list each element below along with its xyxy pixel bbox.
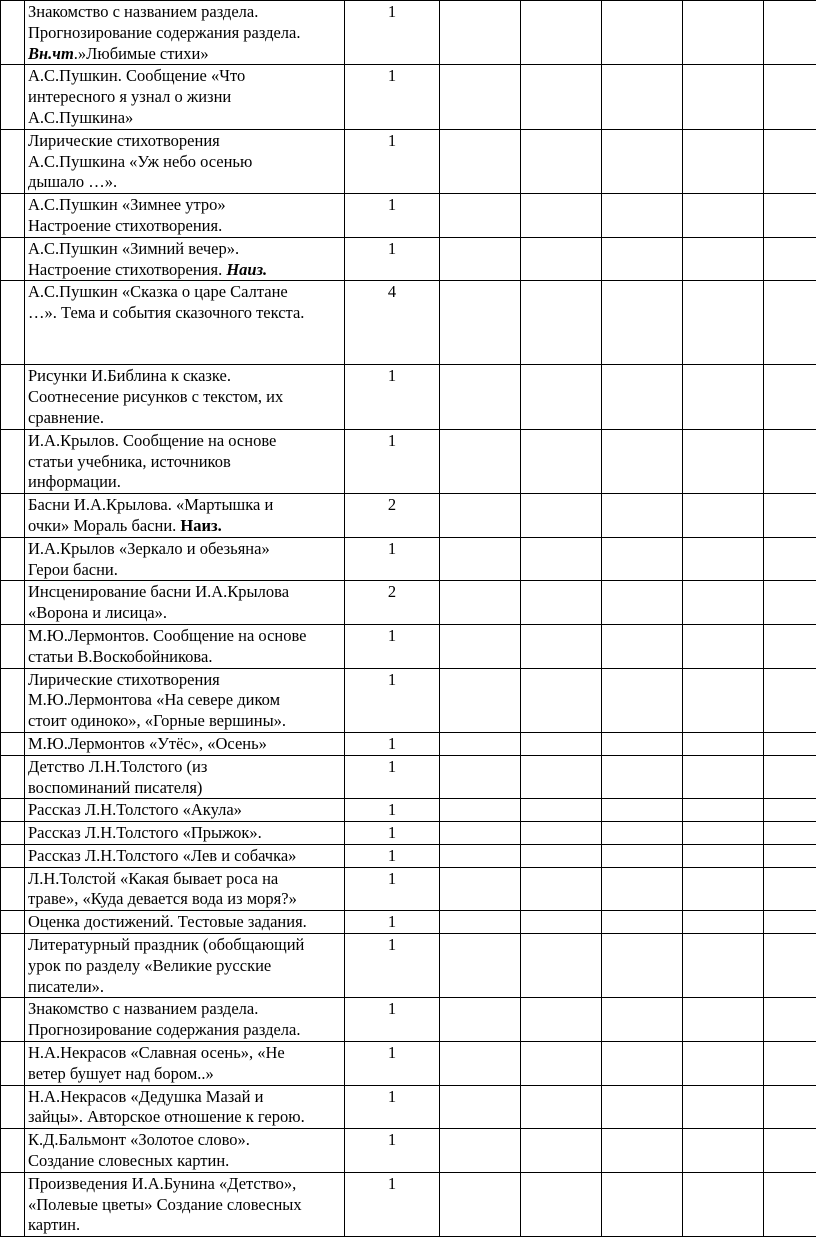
- hours-cell: 2: [345, 494, 440, 538]
- empty-cell: [602, 1129, 683, 1173]
- table-row: [1, 129, 816, 193]
- row-number-cell: [1, 537, 25, 581]
- empty-cell: [602, 129, 683, 193]
- table-row: [1, 1129, 816, 1173]
- empty-cell: [764, 365, 816, 429]
- empty-cell: [683, 822, 764, 845]
- empty-cell: [764, 844, 816, 867]
- table-row: [1, 429, 816, 493]
- lesson-topic-cell: [25, 429, 345, 493]
- table-row: [1, 844, 816, 867]
- row-number-cell: [1, 1129, 25, 1173]
- empty-cell: [602, 668, 683, 732]
- empty-cell: [602, 494, 683, 538]
- lesson-topic-cell: [25, 537, 345, 581]
- hours-cell: 1: [345, 537, 440, 581]
- empty-cell: [602, 934, 683, 998]
- empty-cell: [440, 537, 521, 581]
- empty-cell: [602, 1172, 683, 1236]
- empty-cell: [683, 732, 764, 755]
- lesson-topic-text: Н.А.Некрасов «Дедушка Мазай и зайцы». Авторское отношение к герою.: [28, 1087, 305, 1127]
- empty-cell: [521, 1085, 602, 1129]
- empty-cell: [683, 998, 764, 1042]
- lesson-topic-cell: [25, 867, 345, 911]
- lesson-topic-cell: [25, 129, 345, 193]
- lesson-topic-text: А.С.Пушкин «Сказка о царе Салтане …». Тема и события сказочного текста.: [28, 282, 304, 322]
- empty-cell: [764, 668, 816, 732]
- lesson-topic-cell: [25, 822, 345, 845]
- empty-cell: [764, 281, 816, 365]
- empty-cell: [764, 1172, 816, 1236]
- table-row: [1, 1042, 816, 1086]
- empty-cell: [440, 494, 521, 538]
- lesson-topic-cell: [25, 581, 345, 625]
- lesson-topic-cell: [25, 1042, 345, 1086]
- lesson-topic-emphasis: Наиз.: [226, 260, 267, 279]
- empty-cell: [602, 537, 683, 581]
- row-number-cell: [1, 194, 25, 238]
- row-number-cell: [1, 1085, 25, 1129]
- empty-cell: [440, 668, 521, 732]
- empty-cell: [521, 537, 602, 581]
- lesson-topic-cell: [25, 281, 345, 365]
- empty-cell: [440, 732, 521, 755]
- empty-cell: [764, 194, 816, 238]
- empty-cell: [521, 624, 602, 668]
- lesson-topic-text: Басни И.А.Крылова. «Мартышка и очки» Мораль басни.: [28, 495, 273, 535]
- empty-cell: [683, 668, 764, 732]
- row-number-cell: [1, 1, 25, 65]
- lesson-topic-cell: [25, 668, 345, 732]
- table-row: [1, 867, 816, 911]
- lesson-topic-text: И.А.Крылов «Зеркало и обезьяна» Герои басни.: [28, 539, 270, 579]
- empty-cell: [521, 755, 602, 799]
- lesson-topic-text: Детство Л.Н.Толстого (из воспоминаний писателя): [28, 757, 207, 797]
- hours-cell: 1: [345, 755, 440, 799]
- empty-cell: [521, 934, 602, 998]
- empty-cell: [440, 365, 521, 429]
- table-row: [1, 194, 816, 238]
- table-row: [1, 911, 816, 934]
- row-number-cell: [1, 1172, 25, 1236]
- lesson-topic-cell: [25, 934, 345, 998]
- empty-cell: [602, 822, 683, 845]
- empty-cell: [683, 844, 764, 867]
- table-row: [1, 755, 816, 799]
- empty-cell: [683, 1129, 764, 1173]
- hours-cell: 2: [345, 581, 440, 625]
- empty-cell: [440, 799, 521, 822]
- empty-cell: [764, 998, 816, 1042]
- hours-cell: 1: [345, 998, 440, 1042]
- lesson-topic-suffix: .»Любимые стихи»: [74, 44, 209, 63]
- lesson-topic-text: А.С.Пушкин «Зимний вечер». Настроение стихотворения.: [28, 239, 239, 279]
- empty-cell: [521, 911, 602, 934]
- empty-cell: [440, 624, 521, 668]
- empty-cell: [440, 429, 521, 493]
- hours-cell: 1: [345, 1, 440, 65]
- empty-cell: [602, 365, 683, 429]
- empty-cell: [764, 1129, 816, 1173]
- empty-cell: [683, 755, 764, 799]
- empty-cell: [440, 194, 521, 238]
- row-number-cell: [1, 624, 25, 668]
- empty-cell: [764, 867, 816, 911]
- lesson-topic-text: И.А.Крылов. Сообщение на основе статьи учебника, источников информации.: [28, 431, 276, 492]
- empty-cell: [764, 624, 816, 668]
- lesson-topic-text: Рассказ Л.Н.Толстого «Прыжок».: [28, 823, 262, 842]
- empty-cell: [440, 129, 521, 193]
- empty-cell: [683, 429, 764, 493]
- empty-cell: [602, 1, 683, 65]
- empty-cell: [683, 624, 764, 668]
- lesson-topic-cell: [25, 844, 345, 867]
- lesson-topic-cell: [25, 1172, 345, 1236]
- row-number-cell: [1, 911, 25, 934]
- hours-cell: 1: [345, 911, 440, 934]
- empty-cell: [602, 581, 683, 625]
- empty-cell: [440, 65, 521, 129]
- empty-cell: [440, 281, 521, 365]
- table-row: [1, 799, 816, 822]
- empty-cell: [764, 1042, 816, 1086]
- empty-cell: [764, 911, 816, 934]
- row-number-cell: [1, 429, 25, 493]
- empty-cell: [440, 934, 521, 998]
- table-row: [1, 494, 816, 538]
- empty-cell: [683, 281, 764, 365]
- empty-cell: [521, 365, 602, 429]
- empty-cell: [683, 1042, 764, 1086]
- empty-cell: [602, 1042, 683, 1086]
- empty-cell: [602, 867, 683, 911]
- lesson-topic-text: М.Ю.Лермонтов. Сообщение на основе статьи В.Воскобойникова.: [28, 626, 307, 666]
- hours-cell: 1: [345, 668, 440, 732]
- table-row: [1, 1085, 816, 1129]
- row-number-cell: [1, 998, 25, 1042]
- empty-cell: [521, 822, 602, 845]
- empty-cell: [440, 1042, 521, 1086]
- empty-cell: [683, 1172, 764, 1236]
- empty-cell: [440, 911, 521, 934]
- empty-cell: [683, 194, 764, 238]
- row-number-cell: [1, 281, 25, 365]
- empty-cell: [521, 1, 602, 65]
- empty-cell: [521, 998, 602, 1042]
- empty-cell: [683, 1085, 764, 1129]
- empty-cell: [683, 799, 764, 822]
- row-number-cell: [1, 934, 25, 998]
- empty-cell: [602, 844, 683, 867]
- hours-cell: 1: [345, 1172, 440, 1236]
- empty-cell: [602, 194, 683, 238]
- hours-cell: 1: [345, 1129, 440, 1173]
- table-row: [1, 822, 816, 845]
- lesson-topic-emphasis: Вн.чт: [28, 44, 74, 63]
- lesson-topic-cell: [25, 1085, 345, 1129]
- empty-cell: [764, 237, 816, 281]
- empty-cell: [764, 494, 816, 538]
- empty-cell: [764, 799, 816, 822]
- row-number-cell: [1, 867, 25, 911]
- hours-cell: 1: [345, 65, 440, 129]
- empty-cell: [521, 1042, 602, 1086]
- empty-cell: [602, 237, 683, 281]
- empty-cell: [602, 65, 683, 129]
- empty-cell: [440, 998, 521, 1042]
- empty-cell: [764, 822, 816, 845]
- empty-cell: [521, 237, 602, 281]
- empty-cell: [683, 365, 764, 429]
- empty-cell: [521, 429, 602, 493]
- row-number-cell: [1, 237, 25, 281]
- empty-cell: [440, 237, 521, 281]
- empty-cell: [764, 129, 816, 193]
- table-row: [1, 281, 816, 365]
- empty-cell: [683, 237, 764, 281]
- empty-cell: [602, 911, 683, 934]
- row-number-cell: [1, 65, 25, 129]
- empty-cell: [683, 129, 764, 193]
- empty-cell: [521, 732, 602, 755]
- row-number-cell: [1, 732, 25, 755]
- lesson-topic-text: Оценка достижений. Тестовые задания.: [28, 912, 307, 931]
- row-number-cell: [1, 755, 25, 799]
- table-row: [1, 365, 816, 429]
- table-row: [1, 581, 816, 625]
- empty-cell: [521, 799, 602, 822]
- hours-cell: 1: [345, 732, 440, 755]
- hours-cell: 1: [345, 429, 440, 493]
- table-row: [1, 1172, 816, 1236]
- lesson-topic-cell: [25, 755, 345, 799]
- empty-cell: [602, 281, 683, 365]
- lesson-topic-emphasis: Наиз.: [180, 516, 221, 535]
- empty-cell: [440, 581, 521, 625]
- lesson-topic-text: Л.Н.Толстой «Какая бывает роса на траве», «Куда девается вода из моря?»: [28, 869, 297, 909]
- empty-cell: [764, 1085, 816, 1129]
- lesson-topic-cell: [25, 732, 345, 755]
- lesson-topic-cell: [25, 1129, 345, 1173]
- empty-cell: [764, 537, 816, 581]
- lesson-topic-cell: [25, 237, 345, 281]
- hours-cell: 4: [345, 281, 440, 365]
- table-row: [1, 624, 816, 668]
- empty-cell: [602, 429, 683, 493]
- empty-cell: [521, 1129, 602, 1173]
- hours-cell: 1: [345, 822, 440, 845]
- hours-cell: 1: [345, 129, 440, 193]
- empty-cell: [602, 755, 683, 799]
- empty-cell: [440, 844, 521, 867]
- empty-cell: [602, 732, 683, 755]
- lesson-topic-text: Рассказ Л.Н.Толстого «Лев и собачка»: [28, 846, 296, 865]
- lesson-topic-text: Знакомство с названием раздела. Прогнозирование содержания раздела.: [28, 999, 300, 1039]
- lesson-topic-text: М.Ю.Лермонтов «Утёс», «Осень»: [28, 734, 267, 753]
- lesson-topic-cell: [25, 1, 345, 65]
- empty-cell: [764, 1, 816, 65]
- row-number-cell: [1, 844, 25, 867]
- empty-cell: [440, 1085, 521, 1129]
- empty-cell: [440, 1, 521, 65]
- row-number-cell: [1, 668, 25, 732]
- empty-cell: [764, 429, 816, 493]
- table-row: [1, 65, 816, 129]
- hours-cell: 1: [345, 867, 440, 911]
- empty-cell: [683, 911, 764, 934]
- table-row: [1, 732, 816, 755]
- row-number-cell: [1, 1042, 25, 1086]
- lesson-topic-cell: [25, 494, 345, 538]
- lesson-topic-text: Лирические стихотворения А.С.Пушкина «Уж небо осенью дышало …».: [28, 131, 252, 192]
- lesson-topic-text: Рисунки И.Библина к сказке. Соотнесение рисунков с текстом, их сравнение.: [28, 366, 283, 427]
- lesson-topic-cell: [25, 194, 345, 238]
- empty-cell: [440, 1129, 521, 1173]
- empty-cell: [683, 867, 764, 911]
- hours-cell: 1: [345, 365, 440, 429]
- empty-cell: [683, 581, 764, 625]
- empty-cell: [440, 822, 521, 845]
- lesson-topic-text: Произведения И.А.Бунина «Детство», «Полевые цветы» Создание словесных картин.: [28, 1174, 302, 1235]
- lesson-topic-text: Лирические стихотворения М.Ю.Лермонтова «На севере диком стоит одиноко», «Горные вершины».: [28, 670, 286, 731]
- lesson-topic-cell: [25, 998, 345, 1042]
- lesson-topic-text: Рассказ Л.Н.Толстого «Акула»: [28, 800, 242, 819]
- empty-cell: [602, 998, 683, 1042]
- empty-cell: [521, 867, 602, 911]
- table-row: [1, 934, 816, 998]
- lesson-topic-text: Знакомство с названием раздела. Прогнозирование содержания раздела.: [28, 2, 300, 42]
- lesson-topic-cell: [25, 624, 345, 668]
- empty-cell: [683, 494, 764, 538]
- empty-cell: [440, 1172, 521, 1236]
- lesson-topic-text: А.С.Пушкин. Сообщение «Что интересного я узнал о жизни А.С.Пушкина»: [28, 66, 245, 127]
- empty-cell: [521, 129, 602, 193]
- row-number-cell: [1, 822, 25, 845]
- empty-cell: [764, 581, 816, 625]
- empty-cell: [521, 494, 602, 538]
- empty-cell: [602, 799, 683, 822]
- empty-cell: [683, 65, 764, 129]
- lesson-topic-cell: [25, 365, 345, 429]
- empty-cell: [521, 281, 602, 365]
- empty-cell: [764, 934, 816, 998]
- empty-cell: [764, 65, 816, 129]
- lesson-topic-text: К.Д.Бальмонт «Золотое слово». Создание словесных картин.: [28, 1130, 250, 1170]
- empty-cell: [683, 537, 764, 581]
- lesson-topic-cell: [25, 65, 345, 129]
- empty-cell: [440, 755, 521, 799]
- hours-cell: 1: [345, 237, 440, 281]
- lesson-topic-cell: [25, 799, 345, 822]
- empty-cell: [521, 581, 602, 625]
- table-row: [1, 668, 816, 732]
- table-row: [1, 998, 816, 1042]
- hours-cell: 1: [345, 194, 440, 238]
- empty-cell: [683, 934, 764, 998]
- hours-cell: 1: [345, 1042, 440, 1086]
- empty-cell: [764, 755, 816, 799]
- row-number-cell: [1, 494, 25, 538]
- row-number-cell: [1, 365, 25, 429]
- empty-cell: [521, 194, 602, 238]
- hours-cell: 1: [345, 934, 440, 998]
- lesson-topic-cell: [25, 911, 345, 934]
- row-number-cell: [1, 581, 25, 625]
- empty-cell: [683, 1, 764, 65]
- hours-cell: 1: [345, 799, 440, 822]
- empty-cell: [602, 624, 683, 668]
- lesson-topic-text: Инсценирование басни И.А.Крылова «Ворона и лисица».: [28, 582, 289, 622]
- empty-cell: [764, 732, 816, 755]
- row-number-cell: [1, 799, 25, 822]
- empty-cell: [521, 844, 602, 867]
- hours-cell: 1: [345, 844, 440, 867]
- lesson-topic-text: А.С.Пушкин «Зимнее утро» Настроение стихотворения.: [28, 195, 226, 235]
- empty-cell: [602, 1085, 683, 1129]
- table-row: [1, 537, 816, 581]
- empty-cell: [521, 65, 602, 129]
- lesson-topic-text: Н.А.Некрасов «Славная осень», «Не ветер бушует над бором..»: [28, 1043, 285, 1083]
- table-row: [1, 237, 816, 281]
- hours-cell: 1: [345, 624, 440, 668]
- empty-cell: [521, 1172, 602, 1236]
- row-number-cell: [1, 129, 25, 193]
- lesson-topic-text: Литературный праздник (обобщающий урок по разделу «Великие русские писатели».: [28, 935, 304, 996]
- empty-cell: [521, 668, 602, 732]
- table-row: [1, 1, 816, 65]
- empty-cell: [440, 867, 521, 911]
- hours-cell: 1: [345, 1085, 440, 1129]
